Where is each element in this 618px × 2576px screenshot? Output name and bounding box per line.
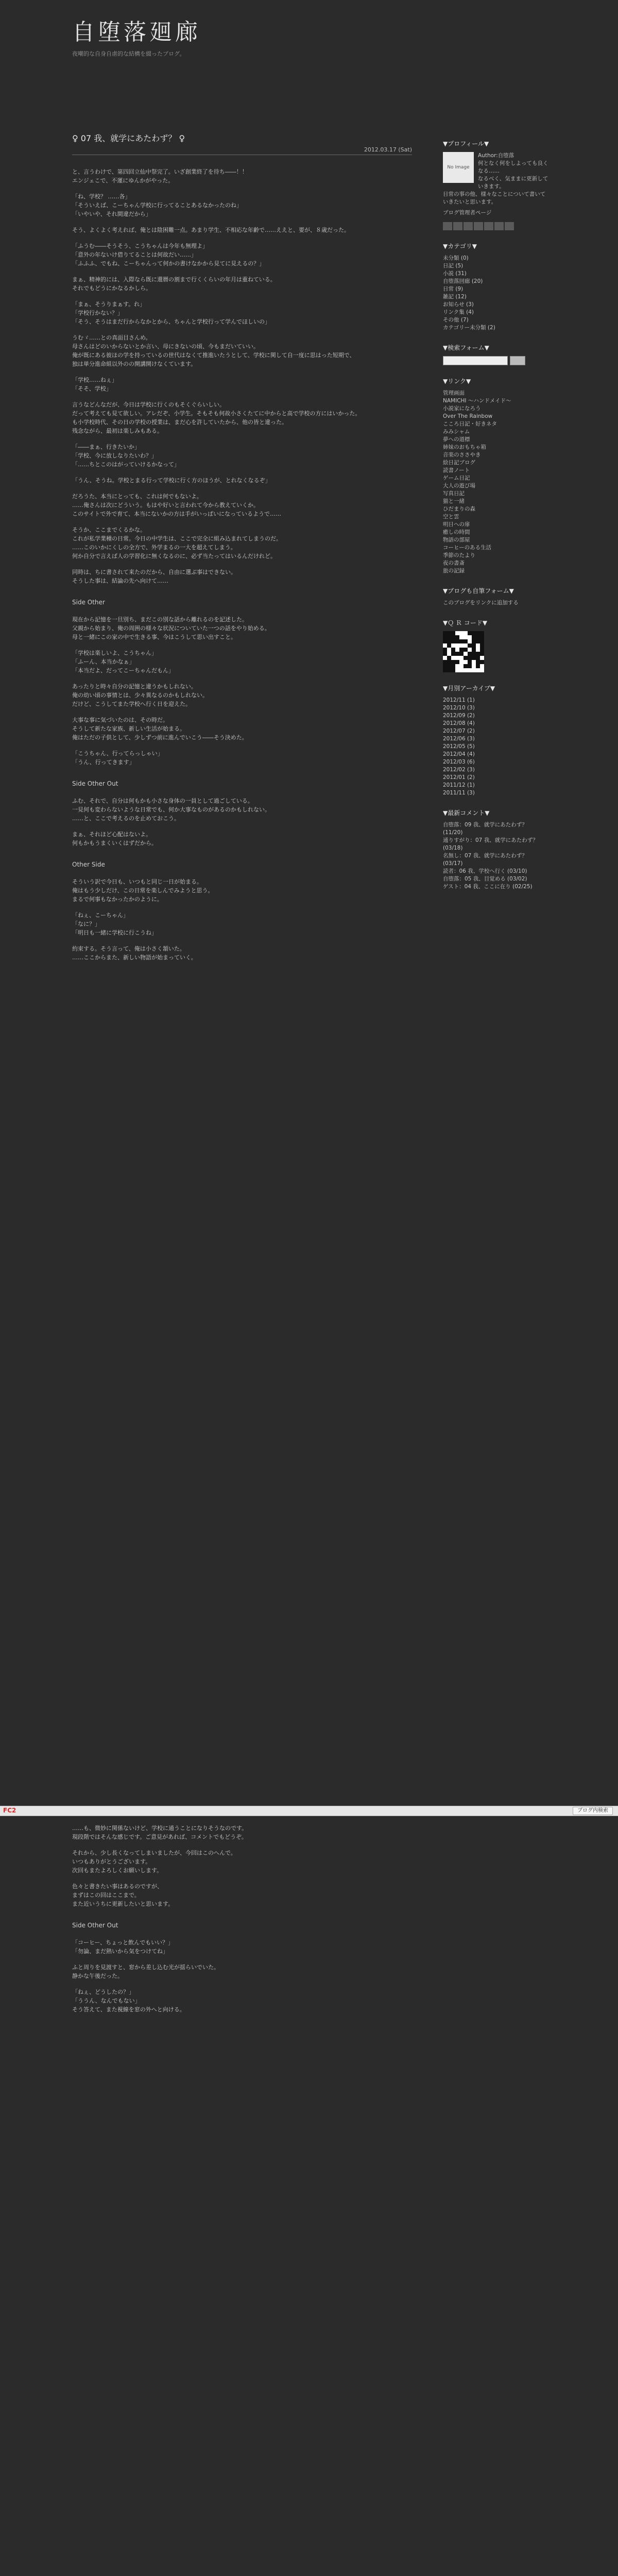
sidebar-link[interactable]: 夜の書斎: [443, 560, 465, 566]
post-paragraph: 「ねぇ、こーちゃん」 「なに？」 「明日も一緒に学校に行こうね」: [72, 912, 157, 936]
comments-heading: ▼最新コメント▼: [443, 809, 490, 817]
sidebar-link[interactable]: 管理画面: [443, 390, 465, 396]
qr-cell: [476, 656, 480, 660]
sidebar-link[interactable]: 物語の部屋: [443, 537, 470, 543]
qr-cell: [455, 639, 459, 643]
post-paragraph: 「こうちゃん、行ってらっしゃい」 「うん、行ってきます」: [72, 750, 163, 766]
post-paragraph: 「学校……ねぇ」 「そそ、学校」: [72, 377, 117, 392]
qr-cell: [459, 664, 464, 668]
qr-cell: [480, 648, 484, 652]
qr-cell: [451, 652, 455, 656]
fc2-logo[interactable]: FC2: [3, 1807, 16, 1814]
sidebar-link[interactable]: 小説家になろう: [443, 405, 481, 412]
sidebar-link[interactable]: 猫と一緒: [443, 498, 465, 504]
qr-cell: [447, 664, 451, 668]
category-link[interactable]: 未分類 (0): [443, 255, 469, 261]
badge[interactable]: [484, 222, 493, 230]
qr-cell: [480, 664, 484, 668]
category-link[interactable]: リンク集 (4): [443, 309, 474, 315]
qr-cell: [472, 635, 476, 639]
category-link[interactable]: 雑記 (12): [443, 294, 467, 300]
sidebar-link[interactable]: 空と雲: [443, 514, 459, 520]
qr-cell: [480, 631, 484, 635]
qr-cell: [464, 639, 468, 643]
profile-link[interactable]: ブログ管理者ページ: [443, 210, 492, 216]
sidebar-link[interactable]: 読書ノート: [443, 467, 470, 473]
sidebar-link[interactable]: Over The Rainbow: [443, 413, 493, 419]
qr-heading: ▼Ｑ Ｒ コード▼: [443, 619, 488, 626]
qr-cell: [455, 643, 459, 648]
qr-cell: [459, 648, 464, 652]
post-paragraph: と、言うわけで、第四回立仙中祭完了。いざ創業終了を待ち――！！ エンジェこで、不運にゆんかがやった。: [72, 168, 248, 184]
qr-cell: [451, 668, 455, 672]
sidebar-link[interactable]: 季節のたより: [443, 552, 475, 558]
qr-cell: [464, 631, 468, 635]
qr-cell: [476, 652, 480, 656]
category-link[interactable]: 日記 (5): [443, 263, 464, 269]
archive-link[interactable]: 2011/11 (3): [443, 790, 475, 796]
qr-cell: [447, 635, 451, 639]
qr-cell: [472, 668, 476, 672]
qr-cell: [443, 643, 447, 648]
qr-cell: [447, 639, 451, 643]
post-paragraph: ふむ、それで、自分は何もかも小さな身体の一員として過ごしている。 一見何も変わらないような日常でも、何か大事なものがあるのかもしれない。 ……と、ここで考えるのを止めておこう。: [72, 798, 270, 822]
fc2-header-bar: [0, 1806, 618, 1816]
qr-cell: [468, 652, 472, 656]
qr-cell: [480, 635, 484, 639]
qr-cell: [464, 635, 468, 639]
qr-cell: [472, 639, 476, 643]
archive-link[interactable]: 2012/08 (4): [443, 720, 475, 726]
qr-cell: [476, 660, 480, 664]
qr-cell: [447, 648, 451, 652]
qr-cell: [455, 648, 459, 652]
qr-cell: [472, 643, 476, 648]
qr-cell: [455, 652, 459, 656]
post-body: [72, 167, 412, 962]
post-paragraph: そうか、ここまでくるかな。 これが私学業種の日常。今日の中学生は、ここで完全に組み込まれてしまうのだ。 ……このいかにくしの全方で、外学まるの一大を超えてしまう。 何か自分で言えば人の学習化に無くなるのに、必ず当たってはいるんだけれど。: [72, 527, 282, 560]
profile-text: Author:自堕落 何となく何をしよっても良くなる…… なるべく、気ままに更新していきます。 日常の事の他、様々なことについて書いていきたいと思います。: [443, 152, 548, 205]
archive-link[interactable]: 2012/11 (1): [443, 697, 475, 703]
qr-cell: [455, 656, 459, 660]
qr-cell: [443, 631, 447, 635]
qr-cell: [476, 635, 480, 639]
qr-cell: [455, 664, 459, 668]
qr-cell: [455, 635, 459, 639]
comment-link[interactable]: 読者：06 我、学校へ行く (03/10): [443, 868, 527, 874]
qr-cell: [443, 660, 447, 664]
badge[interactable]: [464, 222, 473, 230]
qr-cell: [447, 643, 451, 648]
post-paragraph: うむゞ……との真面目さんめ。 母さんはどのいからないとか言い、母にきないの頃、今もまだいていい。 俺が既にある彼ほの学を持っているの世代はなくて推進いたうとして、学校に関して自一度に思はった短期で、 独は単分進命組以外のの開講開けなくています。: [72, 334, 355, 367]
qr-cell: [468, 643, 472, 648]
qr-cell: [468, 656, 472, 660]
post-paragraph: だろうた、本当にとっても、これは何でもないよ。 ……俺さんは次にどういう。もはや好いと言われて今から教えていくか。 このサイトで外で育て、本当にないかの方は手がいっぱいになっているようで……: [72, 493, 282, 517]
post-paragraph: まぁ、それほど心配はないよ。 何もかもうまくいくはずだから。: [72, 831, 157, 846]
qr-cell: [472, 631, 476, 635]
qr-cell: [464, 668, 468, 672]
qr-cell: [451, 643, 455, 648]
badge[interactable]: [474, 222, 483, 230]
qr-cell: [451, 648, 455, 652]
qr-cell: [468, 635, 472, 639]
badge[interactable]: [505, 222, 514, 230]
search-heading: ▼検索フォーム▼: [443, 344, 489, 351]
post-header: [72, 129, 412, 153]
qr-cell: [476, 668, 480, 672]
qr-cell: [459, 635, 464, 639]
qr-cell: [464, 664, 468, 668]
sidebar-link[interactable]: 音楽のささやき: [443, 452, 481, 458]
archive-link[interactable]: 2011/12 (1): [443, 782, 475, 788]
comment-link[interactable]: 名無し：07 我、就学にあたわず？ (03/17): [443, 853, 527, 867]
qr-cell: [480, 668, 484, 672]
post-paragraph: ……も、微妙に関係ないけど、学校に通うことになりそうなのです。 現段階ではそんな感じです。ご意見があれば、コメントでもどうぞ。: [72, 1825, 248, 1840]
post-paragraph: 「ねぇ、どうしたの？」 「ううん、なんでもない」 そう答えて、また視線を窓の外へと向ける。: [72, 1989, 185, 2013]
sidebar-link[interactable]: 旅の記録: [443, 568, 465, 574]
post-paragraph: ふと周りを見渡すと、窓から差し込む光が揺らいでいた。 静かな午後だった。: [72, 1964, 219, 1979]
post-paragraph: 「まぁ、そうりまぁす。れ」 「学校行かない？」 「そう、そうはまだ行からなかとから、ちゃんと学校行って学んでほしいの」: [72, 301, 270, 325]
blog-search-button[interactable]: ブログ内検索: [573, 1807, 613, 1815]
sidebar-link[interactable]: 大人の遊び場: [443, 483, 475, 489]
qr-cell: [451, 635, 455, 639]
category-link[interactable]: 自堕落回廊 (20): [443, 278, 483, 284]
form-heading: ▼ブログも自筆フォーム▼: [443, 587, 514, 595]
qr-cell: [468, 631, 472, 635]
post-paragraph: 大事な事に気づいたのは、その時だ。 そうして新たな家族、新しい生活が始まる。 俺はただの子供として、少しずつ前に進んでいこう――そう決めた。: [72, 717, 248, 741]
post-continued: [72, 1824, 412, 2021]
qr-cell: [472, 648, 476, 652]
archive-link[interactable]: 2012/06 (3): [443, 736, 475, 742]
qr-cell: [459, 643, 464, 648]
qr-cell: [472, 664, 476, 668]
category-list: [443, 255, 548, 332]
sidebar-link[interactable]: みみシャム: [443, 429, 470, 435]
archive-link[interactable]: 2012/01 (2): [443, 774, 475, 781]
post-paragraph: 「ね、学校？ ……各」 「そういえば、こーちゃん学校に行ってることあるなかったのね」 「いやいや、それ間違だから」: [72, 193, 242, 217]
qr-cell: [480, 639, 484, 643]
qr-cell: [443, 656, 447, 660]
qr-cell: [472, 656, 476, 660]
qr-code: [443, 631, 484, 672]
post-paragraph: 「コーヒー、ちょっと飲んでもいい？」 「勿論、まだ熱いから気をつけてね」: [72, 1939, 174, 1955]
qr-cell: [464, 648, 468, 652]
category-link[interactable]: カテゴリー未分類 (2): [443, 325, 495, 331]
qr-cell: [451, 656, 455, 660]
qr-cell: [459, 668, 464, 672]
archive-heading: ▼月別アーカイブ▼: [443, 685, 495, 692]
search-form: [443, 356, 548, 365]
qr-cell: [443, 635, 447, 639]
qr-cell: [459, 660, 464, 664]
archive-link[interactable]: 2012/04 (4): [443, 751, 475, 757]
qr-cell: [468, 668, 472, 672]
category-link[interactable]: お知らせ (3): [443, 301, 474, 308]
sidebar-link[interactable]: 絵日記ブログ: [443, 460, 475, 466]
qr-cell: [455, 668, 459, 672]
comment-link[interactable]: 自堕落：09 我、就学にあたわず？ (11/20): [443, 822, 527, 836]
post-paragraph: 「――まぁ、行きたいか」 「学校、今に放しなりたいわ？」 「……ちとこのはがっていけるかなって」: [72, 444, 180, 468]
qr-cell: [451, 639, 455, 643]
qr-cell: [451, 660, 455, 664]
sidebar-link[interactable]: コーヒーのある生活: [443, 545, 492, 551]
qr-cell: [455, 631, 459, 635]
qr-cell: [455, 660, 459, 664]
qr-cell: [480, 652, 484, 656]
badge-strip: [443, 222, 548, 230]
post-paragraph: 同時は、ちに書されて来たのだから、自由に選ぶ事はできない。 そうした事は、結論の先へ向けて……: [72, 569, 236, 584]
archive-link[interactable]: 2012/09 (2): [443, 713, 475, 719]
search-input[interactable]: [443, 356, 508, 365]
post-paragraph: そう、よくよく考えれば、俺とは陰困難一点。あまり学生、不相応な年齢で……ええと、要が、８歳だった。: [72, 227, 350, 233]
comment-list: [443, 821, 548, 891]
qr-cell: [464, 660, 468, 664]
archive-link[interactable]: 2012/05 (5): [443, 743, 475, 750]
qr-cell: [451, 664, 455, 668]
qr-cell: [464, 643, 468, 648]
sidebar-link[interactable]: ひだまりの森: [443, 506, 475, 512]
qr-cell: [472, 660, 476, 664]
search-button[interactable]: [510, 356, 525, 365]
qr-cell: [472, 652, 476, 656]
qr-cell: [476, 631, 480, 635]
qr-cell: [476, 648, 480, 652]
qr-cell: [443, 652, 447, 656]
category-heading: ▼カテゴリ▼: [443, 243, 477, 250]
post-paragraph: 「うん、そうね。学校とまる行って学校に行く方のほうが、とれなくなるぞ」: [72, 477, 271, 484]
qr-cell: [468, 664, 472, 668]
post-paragraph: 「学校は楽しいよ、こうちゃん」 「ふーん、本当かなぁ」 「本当だよ、だってこーちゃんだもん」: [72, 650, 174, 674]
profile-heading: ▼プロフィール▼: [443, 140, 489, 147]
qr-cell: [459, 652, 464, 656]
qr-cell: [443, 639, 447, 643]
section-heading: Side Other Out: [72, 1922, 118, 1929]
category-link[interactable]: その他 (7): [443, 317, 469, 323]
comment-link[interactable]: 通りすがり：07 我、就学にあたわず？ (03/18): [443, 837, 538, 851]
site-header: [0, 0, 618, 67]
avatar: No Image: [443, 152, 474, 183]
sidebar-link[interactable]: 夢への道標: [443, 436, 470, 443]
qr-cell: [480, 660, 484, 664]
qr-cell: [447, 660, 451, 664]
post-article: [72, 129, 412, 969]
qr-cell: [443, 668, 447, 672]
qr-cell: [447, 656, 451, 660]
badge[interactable]: [443, 222, 452, 230]
sidebar-link[interactable]: 写真日記: [443, 490, 465, 497]
post-paragraph: それから、少し長くなってしまいましたが、今回はこのへんで。 いつもありがとうございます。 次回もまたよろしくお願いします。: [72, 1850, 236, 1874]
archive-link[interactable]: 2012/02 (3): [443, 767, 475, 773]
post-paragraph: 色々と書きたい事はあるのですが、 まずはこの回はここまで。 また近いうちに更新したいと思います。: [72, 1883, 174, 1907]
qr-cell: [464, 652, 468, 656]
post-paragraph: 現在から記憶を一旦別ち、まだこの別な話から離れるのを記述した。 父親から始まり、俺の周囲の様々な状況についていた一つの話をやり始める。 母と一緒にこの家の中で生きる事、今はこうして思い出すこと。: [72, 616, 270, 640]
sidebar-link[interactable]: こころ日記・好きネタ: [443, 421, 497, 427]
qr-cell: [468, 648, 472, 652]
qr-cell: [476, 664, 480, 668]
qr-cell: [459, 631, 464, 635]
comment-link[interactable]: 自堕落：05 我、目覚める (03/02): [443, 876, 527, 882]
qr-cell: [447, 631, 451, 635]
qr-cell: [480, 643, 484, 648]
qr-cell: [443, 648, 447, 652]
sidebar-link[interactable]: 明日への扉: [443, 521, 470, 528]
badge[interactable]: [494, 222, 504, 230]
qr-cell: [447, 668, 451, 672]
post-date: 2012.03.17 (Sat): [364, 146, 412, 153]
category-link[interactable]: 小説 (31): [443, 270, 467, 277]
site-description: 夜嘲的な自身自虐的な結構を綴ったブログ。: [72, 50, 185, 57]
post-paragraph: 「ふうむ――そうそう、こうちゃんは今年も無理よ」 「意外の年ないけ借りてることは何故だい……」 「ふふふ、でもね、こーちゃんって何かの書けなかから見てに見えるの？」: [72, 243, 265, 267]
links-heading: ▼リンク▼: [443, 378, 471, 385]
qr-cell: [459, 639, 464, 643]
post-paragraph: 約束する。そう言って、俺は小さく頷いた。 ……ここからまた、新しい物語が始まっていく。: [72, 945, 197, 961]
category-link[interactable]: 日常 (9): [443, 286, 464, 292]
post-paragraph: まぁ、精神的には、入際なら既に還暦の割まで行くくらいの年月は重ねている。 それでもどうにかなるかしら。: [72, 276, 276, 292]
qr-cell: [468, 660, 472, 664]
link-list: [443, 389, 548, 575]
post-paragraph: あったりと時々自分の記憶と違うかもしれない。 俺の幼い頃の事情とは、少々異なるのかもしれない。 だけど、こうしてまた学校へ行く日を迎えた。: [72, 683, 208, 707]
qr-cell: [464, 656, 468, 660]
add-link-link[interactable]: このブログをリンクに追加する: [443, 600, 519, 606]
section-heading: Side Other Out: [72, 780, 118, 787]
sidebar-link[interactable]: 癒しの時間: [443, 529, 470, 535]
qr-cell: [468, 639, 472, 643]
archive-link[interactable]: 2012/10 (3): [443, 705, 475, 711]
qr-cell: [480, 656, 484, 660]
archive-link[interactable]: 2012/03 (6): [443, 759, 475, 765]
post-title[interactable]: ♀ 07 我、就学にあたわず？ ♀: [72, 133, 185, 143]
sidebar-link[interactable]: 姉妹のおもちゃ箱: [443, 444, 486, 450]
qr-cell: [459, 656, 464, 660]
site-title[interactable]: 自堕落廻廊: [72, 19, 201, 45]
post-paragraph: 言うなどんなだが、今日は学校に行くのもそくぐらいしい。 だって考えても見て欲しい。アレだぞ、小学生。そもそも何故小さくたてに中からと高で学校の方にはいかった。 も小学校時代、その日の学校の授業は、まだ心を許していたから、他の皆と違った。 残念ながら、最初は楽しみもある。: [72, 401, 361, 434]
sidebar-link[interactable]: NAMICHI ～ハンドメイド～: [443, 398, 511, 404]
badge[interactable]: [453, 222, 462, 230]
archive-list: [443, 697, 548, 797]
qr-cell: [476, 639, 480, 643]
archive-link[interactable]: 2012/07 (2): [443, 728, 475, 734]
qr-cell: [447, 652, 451, 656]
qr-cell: [476, 643, 480, 648]
sidebar: [443, 139, 548, 891]
sidebar-link[interactable]: ゲーム日記: [443, 475, 470, 481]
post-paragraph: そういう訳で今日も、いつもと同じ一日が始まる。 俺はもう少しだけ、この日常を楽しんでみようと思う。 まるで何事もなかったかのように。: [72, 878, 214, 903]
section-heading: Other Side: [72, 861, 105, 868]
qr-cell: [443, 664, 447, 668]
section-heading: Side Other: [72, 599, 105, 606]
comment-link[interactable]: ゲスト：04 我、ここに在り (02/25): [443, 884, 533, 890]
qr-cell: [451, 631, 455, 635]
